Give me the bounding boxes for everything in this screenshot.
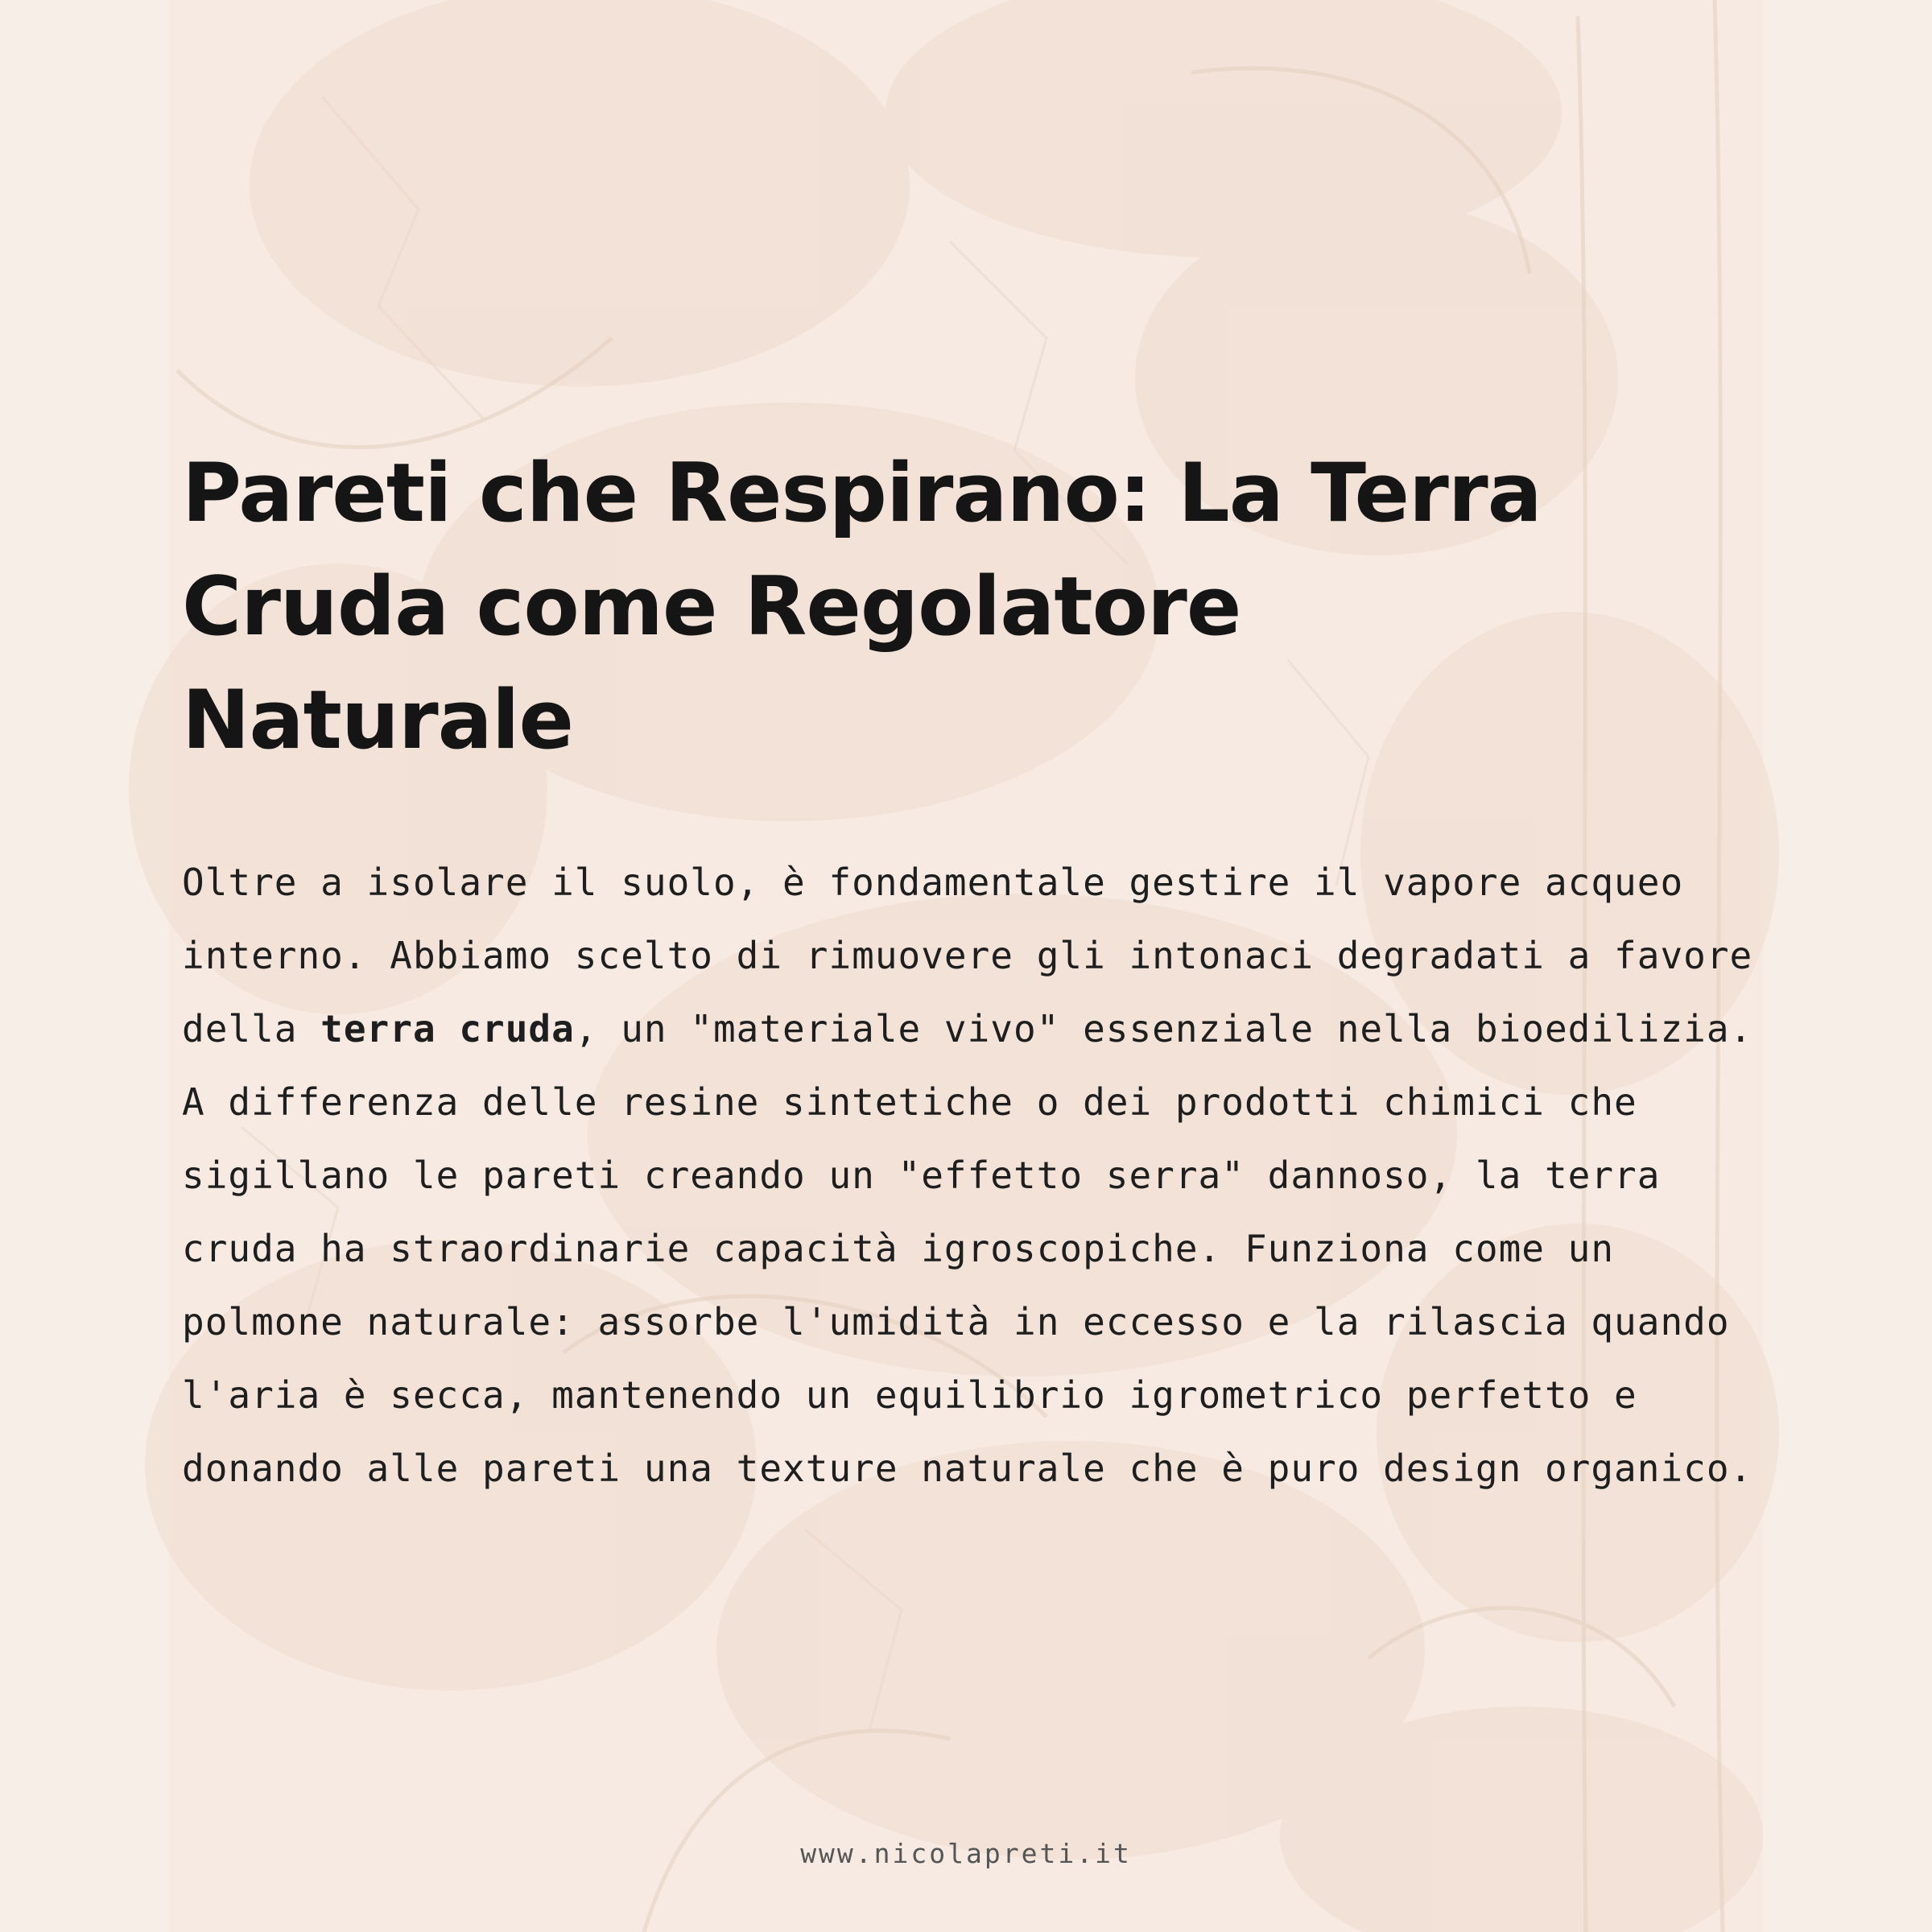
body-line: donando alle pareti una texture naturale che è puro design organico. — [182, 1447, 1753, 1490]
website-url: www.nicolapreti.it — [800, 1838, 1132, 1869]
body-line: l'aria è secca, mantenendo un equilibrio igrometrico perfetto e — [182, 1373, 1637, 1417]
page-title — [182, 436, 1760, 777]
body-line: A differenza delle resine sintetiche o dei prodotti chimici che — [182, 1080, 1637, 1124]
body-line — [182, 993, 1792, 1066]
title-line: Cruda come Regolatore — [182, 559, 1241, 654]
title-line: Naturale — [182, 672, 573, 767]
body-text-segment: , un "materiale vivo" essenziale nella bioedilizia. — [574, 1007, 1753, 1051]
title-line: Pareti che Respirano: La Terra — [182, 445, 1542, 540]
body-line: cruda ha straordinarie capacità igroscopiche. Funziona come un — [182, 1227, 1615, 1270]
body-paragraph — [182, 846, 1792, 1505]
body-line: Oltre a isolare il suolo, è fondamentale gestire il vapore acqueo — [182, 861, 1684, 904]
body-text-segment: della — [182, 1007, 321, 1051]
body-line: sigillano le pareti creando un "effetto serra" dannoso, la terra — [182, 1154, 1661, 1197]
bold-term: terra cruda — [320, 1007, 575, 1051]
body-line: polmone naturale: assorbe l'umidità in eccesso e la rilascia quando — [182, 1300, 1730, 1344]
body-line: interno. Abbiamo scelto di rimuovere gli intonaci degradati a favore — [182, 934, 1753, 977]
